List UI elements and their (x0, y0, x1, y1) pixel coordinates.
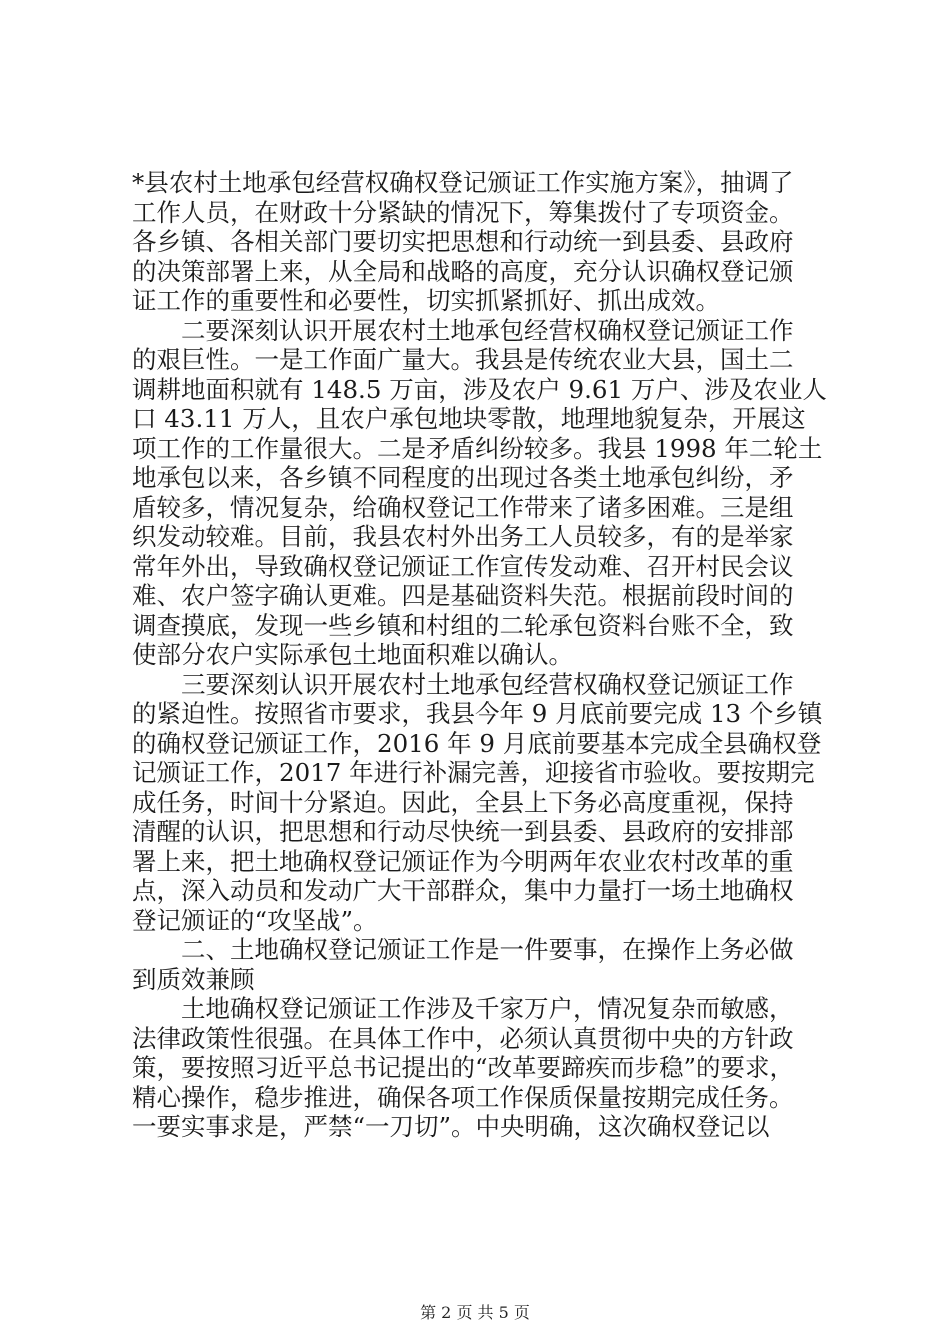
text-line: 的决策部署上来，从全局和战略的高度，充分认识确权登记颁 (132, 256, 794, 286)
text-line: 的确权登记颁证工作，2016 年 9 月底前要基本完成全县确权登 (132, 728, 822, 758)
text-line: 织发动较难。目前，我县农村外出务工人员较多，有的是举家 (132, 522, 794, 551)
text-line: 地承包以来，各乡镇不同程度的出现过各类土地承包纠纷，矛 (132, 463, 794, 492)
text-line: 难、农户签字确认更难。四是基础资料失范。根据前段时间的 (132, 581, 794, 610)
text-line: 的紧迫性。按照省市要求，我县今年 9 月底前要完成 13 个乡镇 (132, 699, 823, 728)
page-footer: 第 2 页 共 5 页 (420, 1303, 530, 1322)
body-text (132, 168, 832, 1142)
text-line: 口 43.11 万人，且农户承包地块零散，地理地貌复杂，开展这 (132, 404, 806, 433)
text-line: 使部分农户实际承包土地面积难以确认。 (132, 640, 573, 669)
text-line: 土地确权登记颁证工作涉及千家万户，情况复杂而敏感， (132, 994, 794, 1023)
text-line: 调查摸底，发现一些乡镇和村组的二轮承包资料台账不全，致 (132, 610, 794, 640)
text-line: 成任务，时间十分紧迫。因此，全县上下务必高度重视，保持 (132, 787, 794, 817)
text-line: 策，要按照习近平总书记提出的“改革要蹄疾而步稳”的要求， (132, 1053, 795, 1082)
text-line: 二要深刻认识开展农村土地承包经营权确权登记颁证工作 (132, 315, 794, 345)
text-line: 盾较多，情况复杂，给确权登记工作带来了诸多困难。三是组 (132, 492, 794, 522)
text-line: 记颁证工作，2017 年进行补漏完善，迎接省市验收。要按期完 (132, 758, 815, 787)
text-line: 署上来，把土地确权登记颁证作为今明两年农业农村改革的重 (132, 846, 794, 876)
text-line: 点，深入动员和发动广大干部群众，集中力量打一场土地确权 (132, 876, 794, 905)
text-line: 的艰巨性。一是工作面广量大。我县是传统农业大县，国土二 (132, 345, 794, 374)
text-line: 精心操作，稳步推进，确保各项工作保质保量按期完成任务。 (132, 1082, 794, 1112)
text-line: 法律政策性很强。在具体工作中，必须认真贯彻中央的方针政 (132, 1023, 794, 1053)
text-line: 登记颁证的“攻坚战”。 (132, 905, 378, 935)
text-line: 到质效兼顾 (132, 964, 255, 994)
text-line: 各乡镇、各相关部门要切实把思想和行动统一到县委、县政府 (132, 227, 794, 256)
text-line: 一要实事求是，严禁“一刀切”。中央明确，这次确权登记以 (132, 1112, 770, 1141)
text-line: 三要深刻认识开展农村土地承包经营权确权登记颁证工作 (132, 669, 794, 699)
text-line: 常年外出，导致确权登记颁证工作宣传发动难、召开村民会议 (132, 551, 794, 581)
text-line: 工作人员，在财政十分紧缺的情况下，筹集拨付了专项资金。 (132, 197, 794, 227)
text-line: 清醒的认识，把思想和行动尽快统一到县委、县政府的安排部 (132, 817, 794, 846)
text-line: 二、土地确权登记颁证工作是一件要事，在操作上务必做 (132, 935, 794, 964)
text-line: 项工作的工作量很大。二是矛盾纠纷较多。我县 1998 年二轮土 (132, 433, 823, 463)
text-line: 证工作的重要性和必要性，切实抓紧抓好、抓出成效。 (132, 286, 720, 315)
text-line: *县农村土地承包经营权确权登记颁证工作实施方案》，抽调了 (132, 168, 794, 197)
text-line: 调耕地面积就有 148.5 万亩，涉及农户 9.61 万户、涉及农业人 (132, 374, 827, 404)
